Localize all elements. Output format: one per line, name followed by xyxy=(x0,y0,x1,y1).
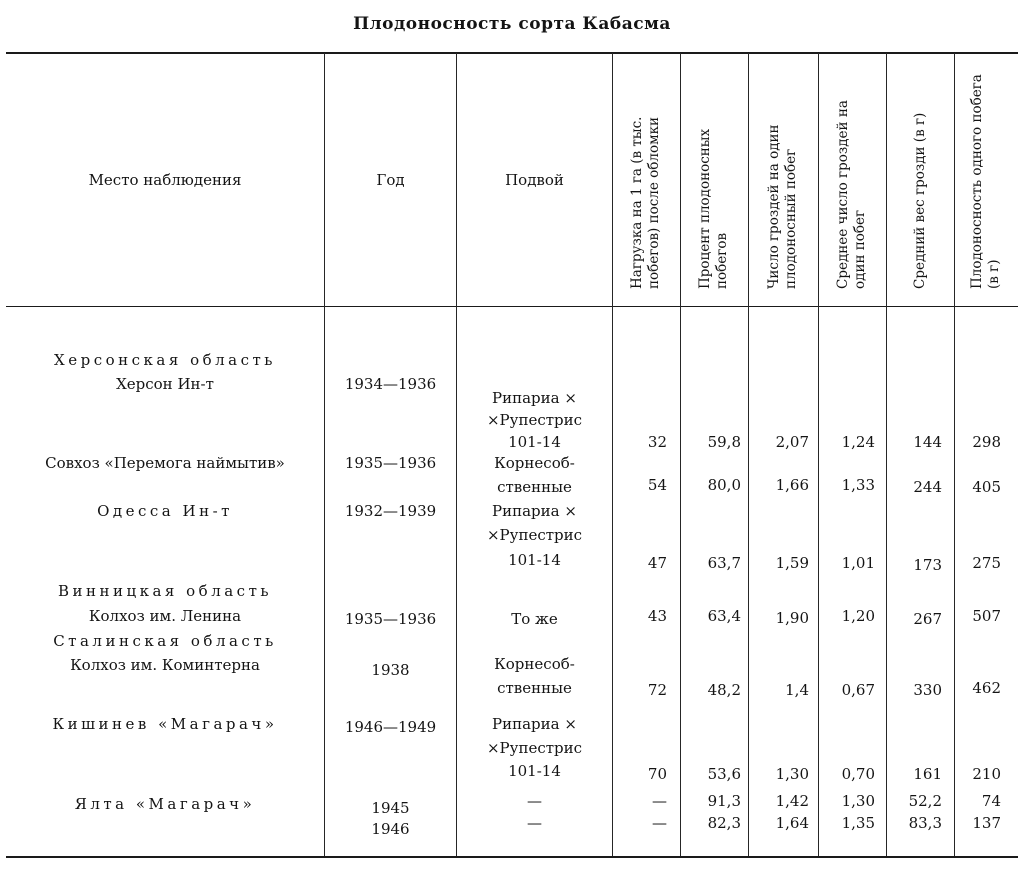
header-pct-fruitful: Процент плодоносных побегов xyxy=(697,128,730,289)
pct-cell: 48,2 xyxy=(707,681,741,699)
pct-cell: 59,8 xyxy=(707,433,741,451)
rootstock-cell: Корнесоб- xyxy=(494,454,575,472)
rootstock-cell: То же xyxy=(511,610,558,628)
column-divider xyxy=(886,53,887,856)
year-cell: 1946—1949 xyxy=(344,718,437,736)
avg-clusters-cell: 1,20 xyxy=(841,607,875,625)
column-divider xyxy=(680,53,681,856)
clusters-cell: 1,30 xyxy=(775,765,809,783)
fruitfulness-cell: 405 xyxy=(972,478,1001,496)
column-divider xyxy=(612,53,613,856)
region-label: Винницкая область xyxy=(57,582,273,600)
place-cell: Ялта «Магарач» xyxy=(74,795,256,813)
header-bottom-rule xyxy=(6,306,1018,307)
rootstock-cell: Корнесоб- xyxy=(494,655,575,673)
pct-cell: 82,3 xyxy=(707,814,741,832)
year-cell: 1945 xyxy=(371,799,410,817)
header-avg-weight: Средний вес грозди (в г) xyxy=(911,112,928,289)
column-divider xyxy=(818,53,819,856)
avg-clusters-cell: 0,70 xyxy=(841,765,875,783)
avg-clusters-cell: 1,35 xyxy=(841,814,875,832)
clusters-cell: 1,64 xyxy=(775,814,809,832)
year-cell: 1938 xyxy=(371,661,410,679)
header-place: Место наблюдения xyxy=(88,170,242,189)
region-label: Херсонская область xyxy=(54,351,276,369)
clusters-cell: 2,07 xyxy=(775,433,809,451)
weight-cell: 173 xyxy=(913,556,942,574)
header-load: Нагрузка на 1 га (в тыс. побегов) после обломки xyxy=(629,116,662,289)
pct-cell: 63,4 xyxy=(707,607,741,625)
load-cell: 47 xyxy=(647,554,667,572)
rootstock-cell: 101-14 xyxy=(508,551,561,569)
avg-clusters-cell: 1,01 xyxy=(841,554,875,572)
region-label: Сталинская область xyxy=(53,632,277,650)
place-cell: Одесса Ин-т xyxy=(97,502,233,520)
fruitfulness-cell: 210 xyxy=(972,765,1001,783)
pct-cell: 53,6 xyxy=(707,765,741,783)
year-cell: 1934—1936 xyxy=(344,375,437,393)
pct-cell: 91,3 xyxy=(707,792,741,810)
load-cell: — xyxy=(652,792,667,810)
weight-cell: 267 xyxy=(913,610,942,628)
rootstock-cell: — xyxy=(527,792,542,810)
avg-clusters-cell: 0,67 xyxy=(841,681,875,699)
year-cell: 1935—1936 xyxy=(344,454,437,472)
fruitfulness-cell: 74 xyxy=(981,792,1001,810)
pct-cell: 80,0 xyxy=(707,476,741,494)
avg-clusters-cell: 1,24 xyxy=(841,433,875,451)
clusters-cell: 1,66 xyxy=(775,476,809,494)
avg-clusters-cell: 1,30 xyxy=(841,792,875,810)
weight-cell: 83,3 xyxy=(908,814,942,832)
header-year: Год xyxy=(376,170,405,189)
place-cell: Колхоз им. Коминтерна xyxy=(70,656,260,674)
clusters-cell: 1,4 xyxy=(785,681,809,699)
table-title: Плодоносность сорта Кабасма xyxy=(353,14,671,34)
pct-cell: 63,7 xyxy=(707,554,741,572)
fruitfulness-cell: 462 xyxy=(972,679,1001,697)
place-cell: Херсон Ин-т xyxy=(116,375,214,393)
column-divider xyxy=(748,53,749,856)
rootstock-cell: Рипариа × xyxy=(492,389,577,407)
fruitfulness-cell: 137 xyxy=(972,814,1001,832)
header-fruitfulness: Плодоносность одного побега (в г) xyxy=(969,74,1002,289)
header-clusters-per-fruitful: Число гроздей на один плодоносный побег xyxy=(766,124,799,289)
fruitfulness-cell: 275 xyxy=(972,554,1001,572)
rootstock-cell: ственные xyxy=(497,679,572,697)
rootstock-cell: ственные xyxy=(497,478,572,496)
fruitfulness-cell: 298 xyxy=(972,433,1001,451)
rootstock-cell: — xyxy=(527,814,542,832)
weight-cell: 52,2 xyxy=(908,792,942,810)
rootstock-cell: ×Рупестрис xyxy=(486,739,583,757)
place-cell: Колхоз им. Ленина xyxy=(88,607,242,625)
header-avg-clusters: Среднее число гроздей на один побег xyxy=(835,100,868,289)
place-cell: Кишинев «Магарач» xyxy=(52,715,278,733)
rootstock-cell: Рипариа × xyxy=(492,715,577,733)
load-cell: 43 xyxy=(647,607,667,625)
weight-cell: 244 xyxy=(913,478,942,496)
weight-cell: 330 xyxy=(913,681,942,699)
year-cell: 1946 xyxy=(371,820,410,838)
place-cell: Совхоз «Перемога наймытив» xyxy=(45,454,285,472)
rootstock-cell: 101-14 xyxy=(508,762,561,780)
clusters-cell: 1,90 xyxy=(775,609,809,627)
load-cell: 54 xyxy=(647,476,667,494)
clusters-cell: 1,42 xyxy=(775,792,809,810)
load-cell: 70 xyxy=(647,765,667,783)
weight-cell: 144 xyxy=(913,433,942,451)
load-cell: 72 xyxy=(647,681,667,699)
weight-cell: 161 xyxy=(913,765,942,783)
header-rootstock: Подвой xyxy=(505,170,564,189)
avg-clusters-cell: 1,33 xyxy=(841,476,875,494)
year-cell: 1932—1939 xyxy=(344,502,437,520)
clusters-cell: 1,59 xyxy=(775,554,809,572)
rootstock-cell: 101-14 xyxy=(508,433,561,451)
rootstock-cell: Рипариа × xyxy=(492,502,577,520)
load-cell: 32 xyxy=(647,433,667,451)
fruitfulness-cell: 507 xyxy=(972,607,1001,625)
load-cell: — xyxy=(652,814,667,832)
rootstock-cell: ×Рупестрис xyxy=(486,526,583,544)
rootstock-cell: ×Рупестрис xyxy=(486,411,583,429)
column-divider xyxy=(954,53,955,856)
year-cell: 1935—1936 xyxy=(344,610,437,628)
table-bottom-rule xyxy=(6,856,1018,858)
